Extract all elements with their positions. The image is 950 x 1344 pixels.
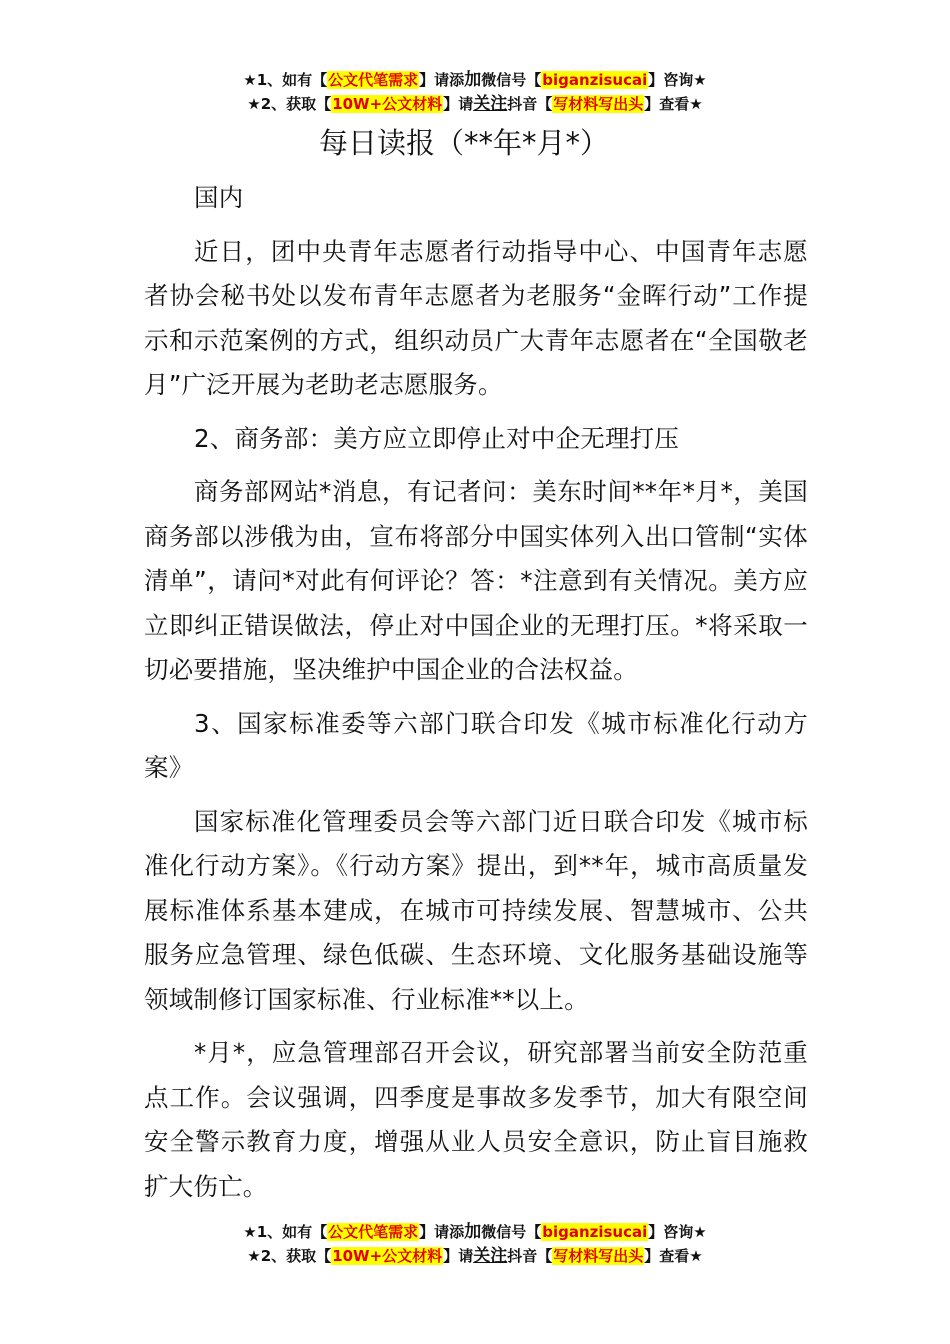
banner-text: 微信号【 bbox=[481, 71, 542, 89]
top-banner bbox=[0, 68, 950, 116]
banner-highlight: 写材料写出头 bbox=[553, 95, 644, 113]
paragraph: 近日，团中央青年志愿者行动指导中心、中国青年志愿者协会秘书处以发布青年志愿者为老服务“金晖行动”工作提示和示范案例的方式，组织动员广大青年志愿者在“全国敬老月”广泛开展为老助老志愿服务。 bbox=[144, 236, 808, 399]
news-heading: 2、商务部：美方应立即停止对中企无理打压 bbox=[194, 423, 680, 453]
banner-highlight: biganzisucai bbox=[542, 71, 648, 89]
banner-highlight: 公文代笔需求 bbox=[328, 1223, 419, 1241]
section-heading: 国内 bbox=[194, 183, 244, 212]
banner-text: 】查看★ bbox=[644, 1247, 703, 1265]
banner-text: 】请 bbox=[443, 1247, 474, 1265]
banner-highlight: 10W+公文材料 bbox=[332, 1247, 443, 1265]
bottom-banner bbox=[0, 1220, 950, 1268]
banner-highlight: biganzisucai bbox=[542, 1223, 648, 1241]
banner-text: 加 bbox=[464, 1222, 482, 1242]
paragraph: *月*，应急管理部召开会议，研究部署当前安全防范重点工作。会议强调，四季度是事故多发季节，加大有限空间安全警示教育力度，增强从业人员安全意识，防止盲目施救扩大伤亡。 bbox=[144, 1038, 808, 1201]
document-title: 每日读报（**年*月*） bbox=[318, 126, 609, 160]
banner-text: 微信号【 bbox=[481, 1223, 542, 1241]
banner-line-2 bbox=[0, 1244, 950, 1268]
banner-line-2 bbox=[0, 92, 950, 116]
banner-text: ★2、获取【 bbox=[247, 1247, 332, 1265]
document-body bbox=[144, 118, 808, 1209]
banner-text: 抖音【 bbox=[507, 1247, 553, 1265]
banner-line-1 bbox=[0, 1220, 950, 1244]
paragraph: 国家标准化管理委员会等六部门近日联合印发《城市标准化行动方案》。《行动方案》提出，到**年，城市高质量发展标准体系基本建成，在城市可持续发展、智慧城市、公共服务应急管理、绿色低碳、生态环境、文化服务基础设施等领域制修订国家标准、行业标准**以上。 bbox=[144, 806, 808, 1014]
banner-text: 】咨询★ bbox=[648, 71, 707, 89]
banner-text: 加 bbox=[464, 70, 482, 90]
banner-text: 】咨询★ bbox=[648, 1223, 707, 1241]
banner-text: 关注 bbox=[473, 94, 508, 114]
banner-text: 关注 bbox=[473, 1246, 508, 1266]
banner-text: ★1、如有【 bbox=[243, 1223, 328, 1241]
banner-text: 】查看★ bbox=[644, 95, 703, 113]
banner-text: 】请添 bbox=[419, 1223, 465, 1241]
banner-text: 】请 bbox=[443, 95, 474, 113]
banner-text: ★1、如有【 bbox=[243, 71, 328, 89]
banner-line-1 bbox=[0, 68, 950, 92]
banner-text: 抖音【 bbox=[507, 95, 553, 113]
paragraph: 商务部网站*消息，有记者问：美东时间**年*月*，美国商务部以涉俄为由，宣布将部分中国实体列入出口管制“实体清单”，请问*对此有何评论？答：*注意到有关情况。美方应立即纠正错误做法，停止对中国企业的无理打压。*将采取一切必要措施，坚决维护中国企业的合法权益。 bbox=[144, 477, 808, 684]
banner-highlight: 公文代笔需求 bbox=[328, 71, 419, 89]
banner-text: 】请添 bbox=[419, 71, 465, 89]
banner-text: ★2、获取【 bbox=[247, 95, 332, 113]
news-heading: 3、国家标准委等六部门联合印发《城市标准化行动方案》 bbox=[144, 708, 808, 782]
banner-highlight: 10W+公文材料 bbox=[332, 95, 443, 113]
banner-highlight: 写材料写出头 bbox=[553, 1247, 644, 1265]
